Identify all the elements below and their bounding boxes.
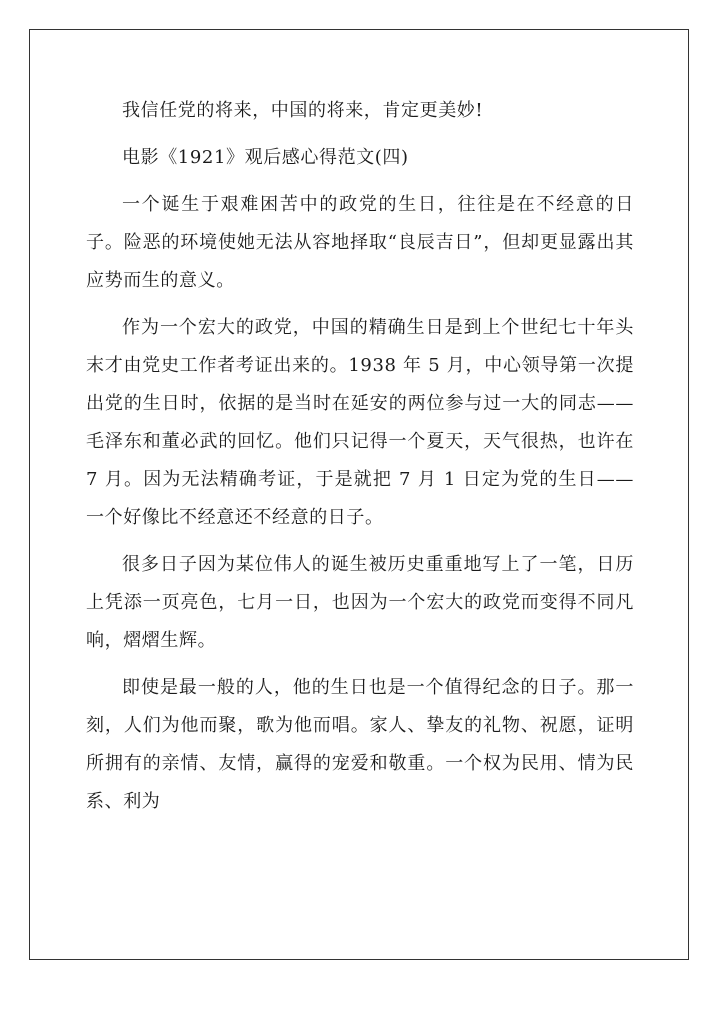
paragraph: 作为一个宏大的政党，中国的精确生日是到上个世纪七十年头末才由党史工作者考证出来的。1938 年 5 月，中心领导第一次提出党的生日时，依据的是当时在延安的两位参与过一大的同志——毛泽东和董必武的回忆。他们只记得一个夏天，天气很热，也许在 7 月。因为无法精确考证，于是就把 7 月 1 日定为党的生日——一个好像比不经意还不经意的日子。 — [86, 317, 634, 528]
paragraph: 一个诞生于艰难困苦中的政党的生日，往往是在不经意的日子。险恶的环境使她无法从容地择取“良辰吉日”，但却更显露出其应势而生的意义。 — [86, 194, 634, 291]
paragraph: 即使是最一般的人，他的生日也是一个值得纪念的日子。那一刻，人们为他而聚，歌为他而唱。家人、挚友的礼物、祝愿，证明所拥有的亲情、友情，赢得的宠爱和敬重。一个权为民用、情为民系、利为 — [86, 677, 634, 812]
essay-title: 电影《1921》观后感心得范文(四) — [122, 147, 409, 168]
paragraph-closing-line: 我信任党的将来，中国的将来，肯定更美妙! — [122, 100, 484, 121]
document-body — [86, 92, 634, 821]
paragraph: 很多日子因为某位伟人的诞生被历史重重地写上了一笔，日历上凭添一页亮色，七月一日，也因为一个宏大的政党而变得不同凡响，熠熠生辉。 — [86, 554, 634, 651]
